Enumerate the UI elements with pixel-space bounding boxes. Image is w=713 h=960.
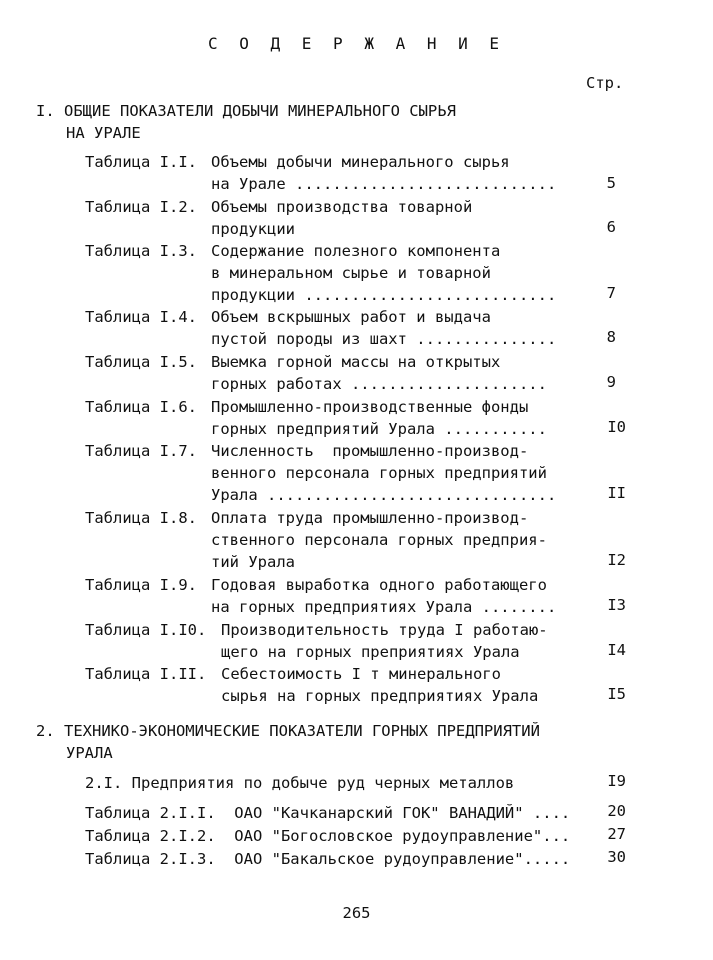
entry-label: Таблица I.7. — [85, 442, 197, 460]
entry-page-number: I0 — [607, 418, 626, 436]
entry-label: Таблица I.2. — [85, 198, 197, 216]
entry-page-number: 30 — [607, 848, 626, 866]
entry-line: Численность промышленно-производ- — [211, 442, 529, 460]
section-2-heading-line2: УРАЛА — [66, 744, 113, 762]
entry-label: Таблица I.I. — [85, 153, 197, 171]
section-1-heading-line2: НА УРАЛЕ — [66, 124, 141, 142]
entry-page-number: 8 — [606, 328, 616, 346]
entry-page-number: 7 — [606, 284, 616, 302]
entry-label: Таблица I.3. — [85, 242, 197, 260]
section-2-heading — [36, 720, 540, 764]
section-1-heading — [36, 100, 456, 144]
entry-line: венного персонала горных предприятий — [211, 464, 547, 482]
section-1-heading-line1: I. ОБЩИЕ ПОКАЗАТЕЛИ ДОБЫЧИ МИНЕРАЛЬНОГО СЫРЬЯ — [36, 102, 456, 120]
entry-label: Таблица I.4. — [85, 308, 197, 326]
entry-page-number: I3 — [607, 596, 626, 614]
section-2-heading-line1: 2. ТЕХНИКО-ЭКОНОМИЧЕСКИЕ ПОКАЗАТЕЛИ ГОРНЫХ ПРЕДПРИЯТИЙ — [36, 722, 540, 740]
entry-line: горных предприятий Урала ........... — [211, 420, 547, 438]
entry-line: пустой породы из шахт ............... — [211, 330, 557, 348]
entry-label: Таблица I.I0. — [85, 621, 207, 639]
entry-line: продукции ........................... — [211, 286, 557, 304]
entry-line: продукции — [211, 220, 295, 238]
entry-line: Годовая выработка одного работающего — [211, 576, 547, 594]
entry-page-number: I2 — [607, 551, 626, 569]
toc-entry: Таблица 2.I.2. ОАО "Богословское рудоуправление"... — [85, 827, 571, 845]
page-column-header: Стр. — [586, 74, 624, 92]
toc-entry: Таблица 2.I.3. ОАО "Бакальское рудоуправление"..... — [85, 850, 571, 868]
entry-line: сырья на горных предприятиях Урала — [221, 687, 539, 705]
entry-label: Таблица I.II. — [85, 665, 207, 683]
entry-page-number: II — [607, 484, 626, 502]
entry-label: Таблица I.6. — [85, 398, 197, 416]
entry-page-number: 5 — [606, 174, 616, 192]
toc-entry: Таблица 2.I.I. ОАО "Качканарский ГОК" ВАНАДИЙ" .... — [85, 804, 571, 822]
entry-page-number: 20 — [607, 802, 626, 820]
subsection-page-number: I9 — [607, 772, 626, 790]
entry-line: Урала ............................... — [211, 486, 557, 504]
entry-line: Объем вскрышных работ и выдача — [211, 308, 491, 326]
entry-label: Таблица I.8. — [85, 509, 197, 527]
entry-line: на Урале ............................ — [211, 175, 557, 193]
entry-line: Выемка горной массы на открытых — [211, 353, 501, 371]
entry-line: Объемы добычи минерального сырья — [211, 153, 510, 171]
entry-page-number: I5 — [607, 685, 626, 703]
entry-line: тий Урала — [211, 553, 295, 571]
entry-line: Себестоимость I т минерального — [221, 665, 501, 683]
entry-line: ственного персонала горных предприя- — [211, 531, 547, 549]
entry-line: горных работах ..................... — [211, 375, 547, 393]
entry-line: Производительность труда I работаю- — [221, 621, 548, 639]
entry-line: Объемы производства товарной — [211, 198, 473, 216]
entry-page-number: I4 — [607, 641, 626, 659]
entry-page-number: 9 — [606, 373, 616, 391]
entry-line: Промышленно-производственные фонды — [211, 398, 529, 416]
entry-line: щего на горных преприятиях Урала — [221, 643, 520, 661]
entry-line: в минеральном сырье и товарной — [211, 264, 491, 282]
entry-label: Таблица I.5. — [85, 353, 197, 371]
entry-page-number: 6 — [606, 218, 616, 236]
entry-line: Содержание полезного компонента — [211, 242, 501, 260]
entry-label: Таблица I.9. — [85, 576, 197, 594]
subsection-heading: 2.I. Предприятия по добыче руд черных металлов — [85, 774, 515, 792]
entry-page-number: 27 — [607, 825, 626, 843]
entry-line: на горных предприятиях Урала ........ — [211, 598, 557, 616]
page-title: С О Д Е Р Ж А Н И Е — [207, 34, 506, 53]
entry-line: Оплата труда промышленно-производ- — [211, 509, 529, 527]
page-number-footer: 265 — [342, 904, 371, 922]
